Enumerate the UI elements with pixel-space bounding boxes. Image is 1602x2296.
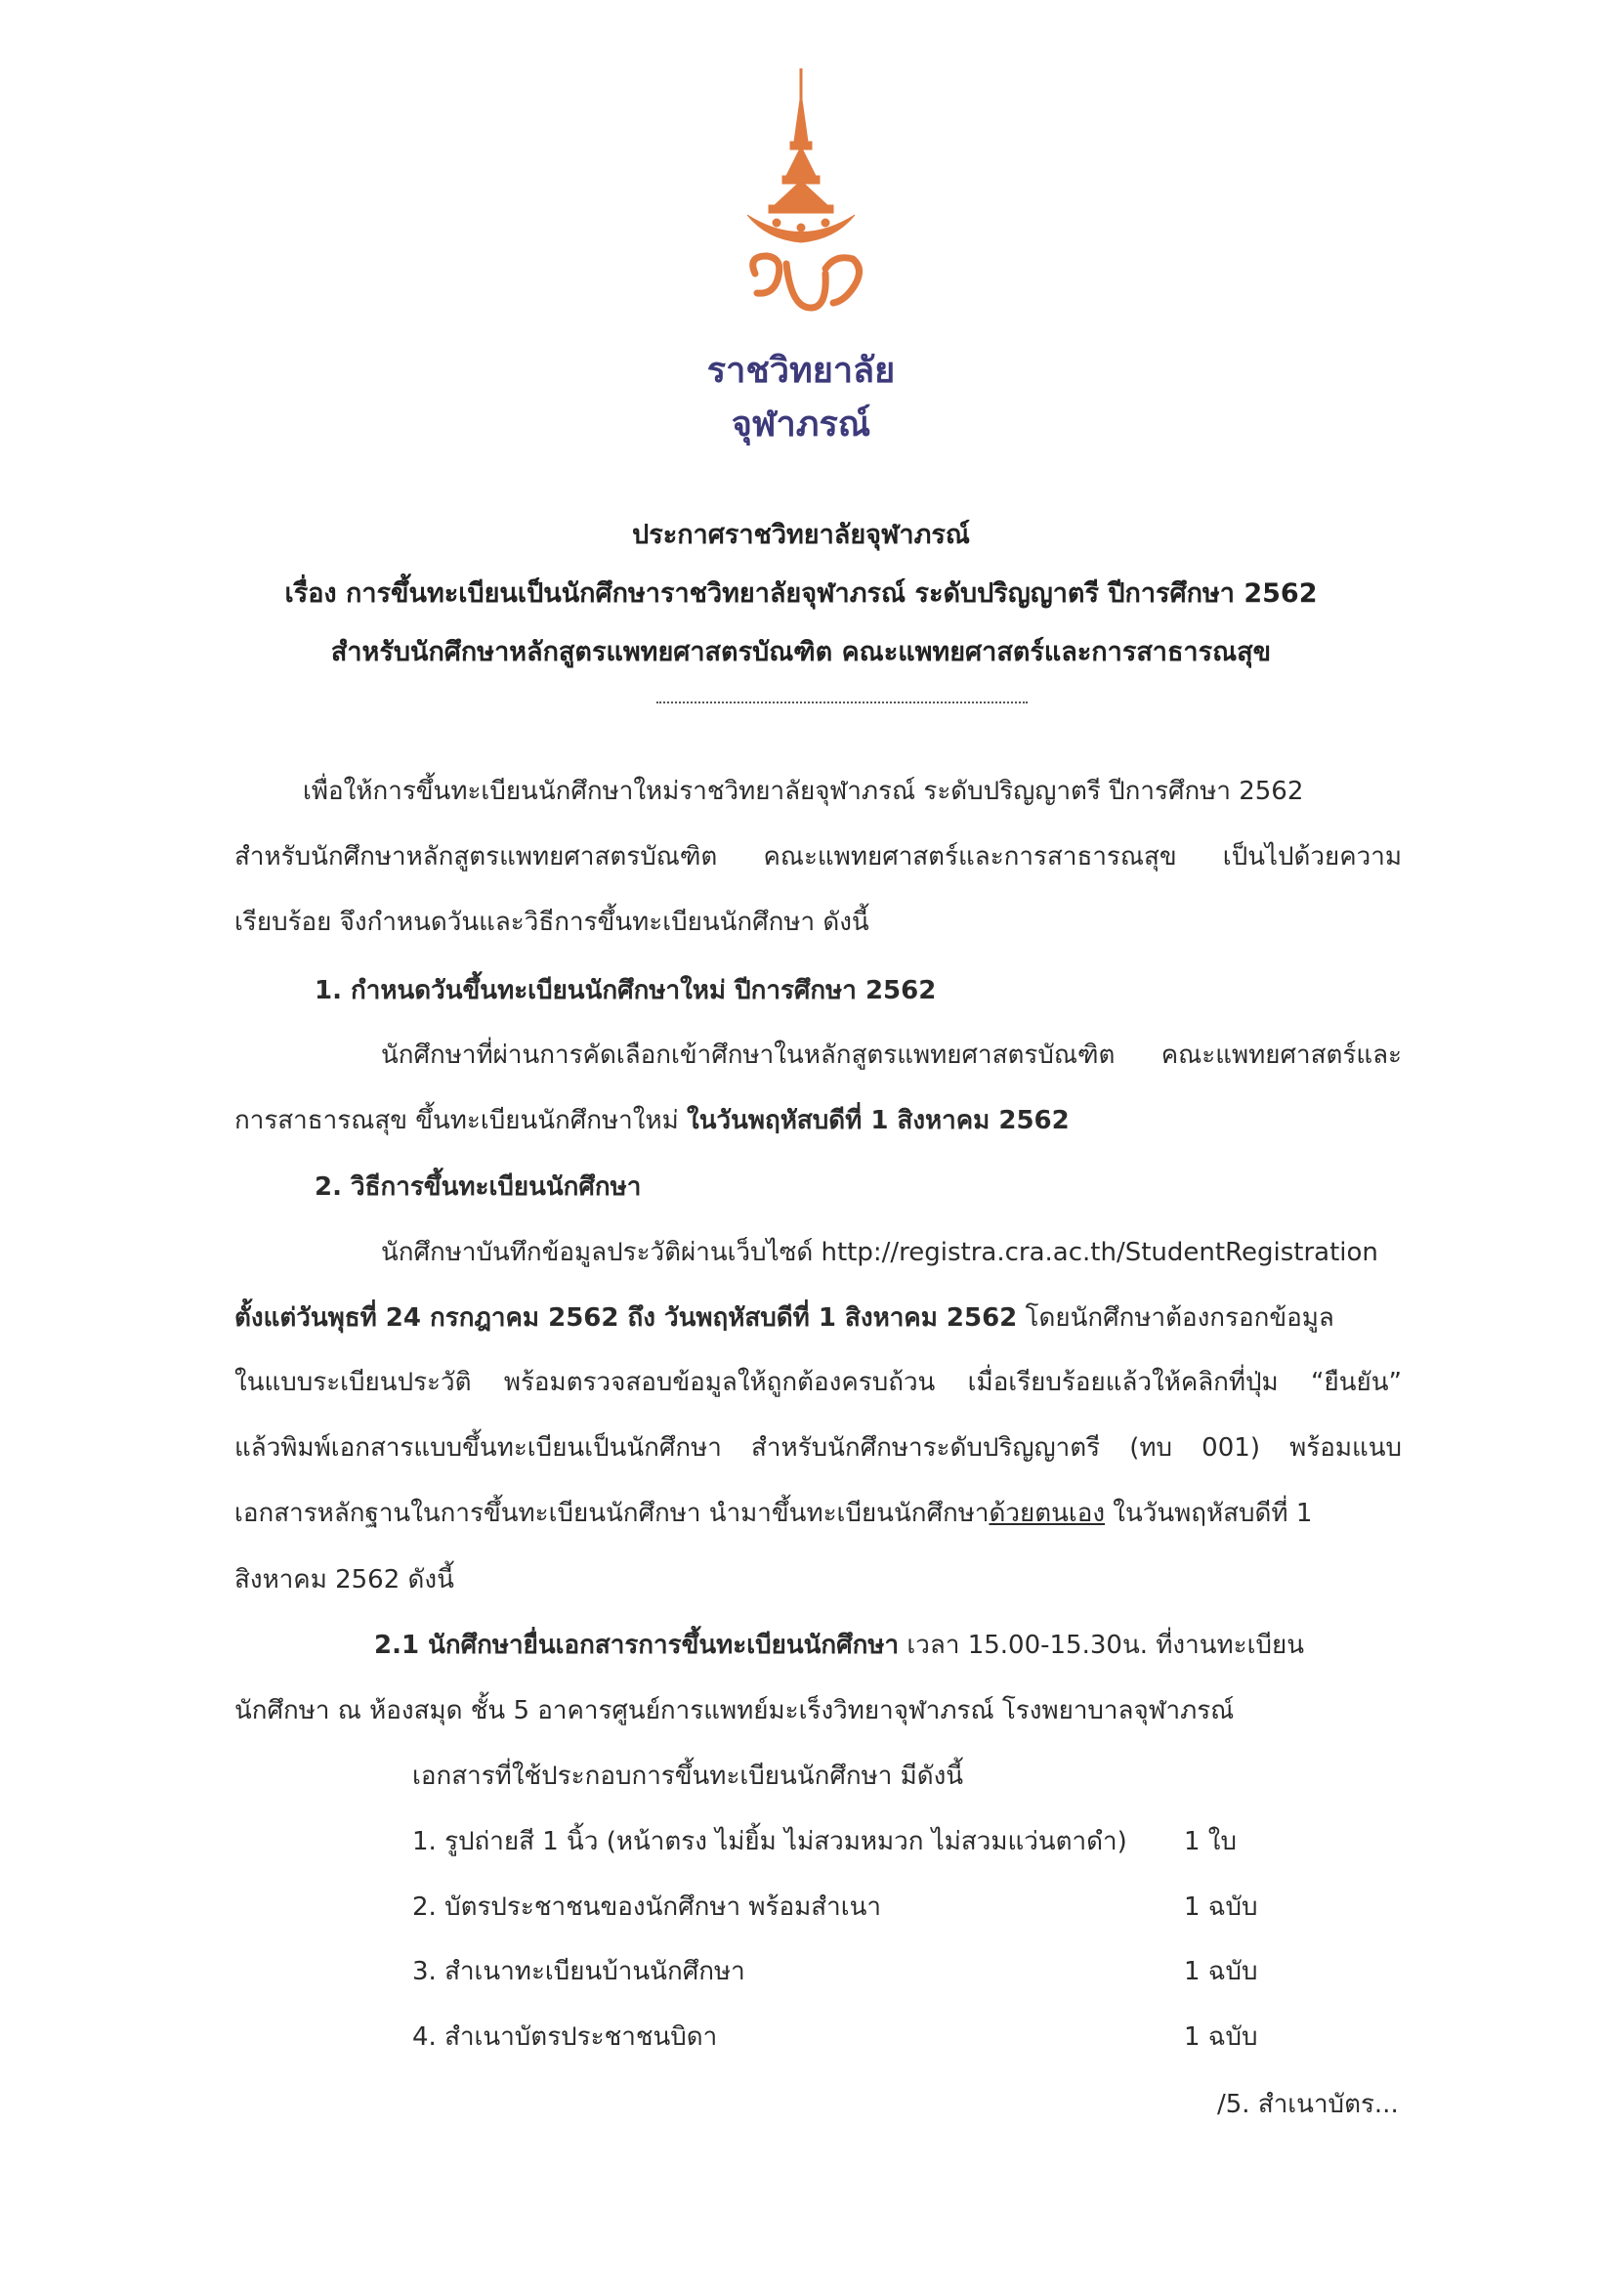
section21-line-2: นักศึกษา ณ ห้องสมุด ชั้น 5 อาคารศูนย์การแพทย์มะเร็งวิทยาจุฬาภรณ์ โรงพยาบาลจุฬาภรณ์ <box>234 1696 1235 1725</box>
logo-text-line2: จุฬาภรณ์ <box>731 404 871 445</box>
section1-line-1: นักศึกษาที่ผ่านการคัดเลือกเข้าศึกษาในหลักสูตรแพทยศาสตรบัณฑิต คณะแพทยศาสตร์และ <box>381 1041 1402 1070</box>
section1-line-2 <box>234 1104 1070 1137</box>
section2-line-1: นักศึกษาบันทึกข้อมูลประวัติผ่านเว็บไซด์ http://registra.cra.ac.th/StudentRegistration <box>381 1238 1378 1267</box>
section2-in-person: ด้วยตนเอง <box>989 1499 1106 1528</box>
section2-line-5 <box>234 1497 1312 1530</box>
section1-line-2-plain: การสาธารณสุข ขึ้นทะเบียนนักศึกษาใหม่ <box>234 1106 688 1135</box>
college-emblem-icon <box>718 68 884 332</box>
document-item-amount: 1 ฉบับ <box>1184 2022 1258 2052</box>
section2-line-3: ในแบบระเบียนประวัติ พร้อมตรวจสอบข้อมูลให้ถูกต้องครบถ้วน เมื่อเรียบร้อยแล้วให้คลิกที่ปุ่ม “ยืนยัน” <box>234 1368 1402 1397</box>
section1-date: ในวันพฤหัสบดีที่ 1 สิงหาคม 2562 <box>687 1106 1070 1135</box>
logo-text-line1: ราชวิทยาลัย <box>706 351 896 391</box>
intro-line-1: เพื่อให้การขึ้นทะเบียนนักศึกษาใหม่ราชวิทยาลัยจุฬาภรณ์ ระดับปริญญาตรี ปีการศึกษา 2562 <box>303 777 1304 806</box>
announcement-subject: เรื่อง การขึ้นทะเบียนเป็นนักศึกษาราชวิทยาลัยจุฬาภรณ์ ระดับปริญญาตรี ปีการศึกษา 2562 <box>284 578 1318 609</box>
section21-heading-bold: 2.1 นักศึกษายื่นเอกสารการขึ้นทะเบียนนักศึกษา <box>374 1631 900 1660</box>
dotted-divider <box>656 702 1028 703</box>
announcement-title: ประกาศราชวิทยาลัยจุฬาภรณ์ <box>632 520 970 550</box>
section2-line-6: สิงหาคม 2562 ดังนี้ <box>234 1565 454 1594</box>
document-item-label: 2. บัตรประชาชนของนักศึกษา พร้อมสำเนา <box>412 1892 881 1922</box>
section2-date-range: ตั้งแต่วันพุธที่ 24 กรกฎาคม 2562 ถึง วันพฤหัสบดีที่ 1 สิงหาคม 2562 <box>234 1303 1018 1333</box>
page-continuation: /5. สำเนาบัตร... <box>1217 2090 1399 2119</box>
document-item-amount: 1 ฉบับ <box>1184 1892 1258 1922</box>
section1-heading: 1. กำหนดวันขึ้นทะเบียนนักศึกษาใหม่ ปีการศึกษา 2562 <box>315 976 937 1005</box>
document-item-label: 3. สำเนาทะเบียนบ้านนักศึกษา <box>412 1957 745 1986</box>
document-item-label: 1. รูปถ่ายสี 1 นิ้ว (หน้าตรง ไม่ยิ้ม ไม่สวมหมวก ไม่สวมแว่นตาดำ) <box>412 1827 1127 1856</box>
intro-line-2: สำหรับนักศึกษาหลักสูตรแพทยศาสตรบัณฑิต คณะแพทยศาสตร์และการสาธารณสุข เป็นไปด้วยความ <box>234 842 1402 872</box>
section21-heading <box>374 1629 1304 1662</box>
document-item-amount: 1 ใบ <box>1184 1827 1238 1856</box>
announcement-target: สำหรับนักศึกษาหลักสูตรแพทยศาสตรบัณฑิต คณะแพทยศาสตร์และการสาธารณสุข <box>330 637 1272 667</box>
section2-heading: 2. วิธีการขึ้นทะเบียนนักศึกษา <box>315 1172 642 1202</box>
document-item-amount: 1 ฉบับ <box>1184 1957 1258 1986</box>
section2-line-5-plain: เอกสารหลักฐานในการขึ้นทะเบียนนักศึกษา นำมาขึ้นทะเบียนนักศึกษา <box>234 1499 990 1528</box>
section2-line-2-plain: โดยนักศึกษาต้องกรอกข้อมูล <box>1017 1303 1334 1333</box>
intro-line-3: เรียบร้อย จึงกำหนดวันและวิธีการขึ้นทะเบียนนักศึกษา ดังนี้ <box>234 908 869 937</box>
documents-intro: เอกสารที่ใช้ประกอบการขึ้นทะเบียนนักศึกษา มีดังนี้ <box>412 1762 964 1791</box>
section2-line-2 <box>234 1301 1334 1335</box>
section2-line-4: แล้วพิมพ์เอกสารแบบขึ้นทะเบียนเป็นนักศึกษา สำหรับนักศึกษาระดับปริญญาตรี (ทบ 001) พร้อมแนบ <box>234 1433 1402 1463</box>
section2-line-5-tail: ในวันพฤหัสบดีที่ 1 <box>1105 1499 1313 1528</box>
section21-heading-plain: เวลา 15.00-15.30น. ที่งานทะเบียน <box>899 1631 1304 1660</box>
document-item-label: 4. สำเนาบัตรประชาชนบิดา <box>412 2022 718 2052</box>
